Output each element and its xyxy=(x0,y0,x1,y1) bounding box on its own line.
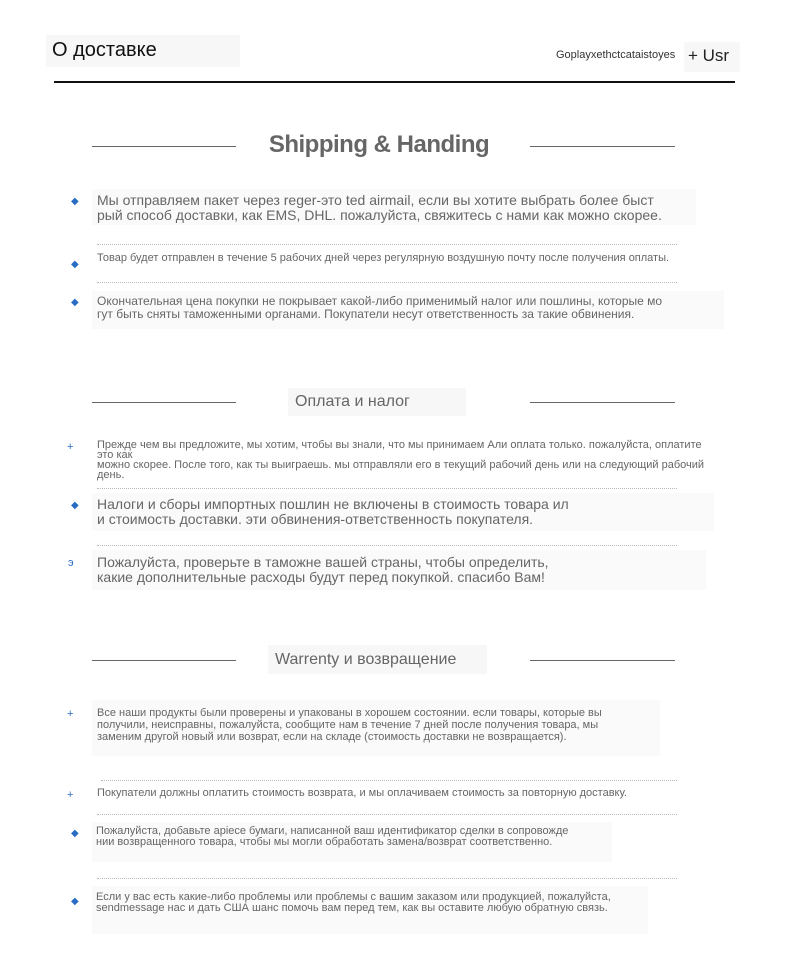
list-item: Товар будет отправлен в течение 5 рабочих дней через регулярную воздушную почту после получения оплаты. xyxy=(97,252,670,264)
list-item: Налоги и сборы импортных пошлин не включены в стоимость товара ил и стоимость доставки. эти обвинения-ответственность покупателя. xyxy=(97,496,569,527)
diamond-icon: ◆ xyxy=(71,896,79,907)
list-item: Окончательная цена покупки не покрывает какой-либо применимый налог или пошлины, которые мо гут быть сняты таможенными органами. Покупатели несут ответственность за такие обвинения. xyxy=(97,294,663,321)
section-divider-right xyxy=(530,402,675,403)
plus-icon: + xyxy=(67,708,74,720)
page-title: О доставке xyxy=(46,35,240,67)
letter-icon: э xyxy=(68,557,74,569)
diamond-icon: ◆ xyxy=(71,828,79,839)
diamond-icon: ◆ xyxy=(71,297,79,308)
list-item: Пожалуйста, добавьте apiece бумаги, написанной ваш идентификатор сделки в сопровожде нии возвращенного товара, чтобы мы могли обработать замена/возврат соответственно. xyxy=(96,825,569,848)
item-divider xyxy=(97,244,677,245)
list-item: Если у вас есть какие-либо проблемы или проблемы с вашим заказом или продукцией, пожалуйста, sendmessage нас и дать США шанс помочь вам перед тем, как вы оставите любую обратную связь. xyxy=(96,891,611,914)
item-divider xyxy=(97,878,677,879)
section-divider-left xyxy=(92,146,236,147)
diamond-icon: ◆ xyxy=(71,259,79,270)
item-divider xyxy=(101,780,677,781)
diamond-icon: ◆ xyxy=(71,196,79,207)
list-item: Пожалуйста, проверьте в таможне вашей страны, чтобы определить, какие дополнительные расходы будут перед покупкой. спасибо Вам! xyxy=(97,554,549,585)
section-divider-left xyxy=(92,660,236,661)
follow-button[interactable]: + Usr xyxy=(684,42,740,72)
list-item: Все наши продукты были проверены и упакованы в хорошем состоянии. если товары, которые вы получили, неисправны, пожалуйста, сообщите нам в течение 7 дней после получения товара, мы заменим другой новый или возврат, если на складе (стоимость доставки не возвращается). xyxy=(97,707,602,743)
list-item: Мы отправляем пакет через reger-это ted airmail, если вы хотите выбрать более быст рый способ доставки, как EMS, DHL. пожалуйста, свяжитесь с нами как можно скорее. xyxy=(97,192,662,223)
plus-icon: + xyxy=(67,441,74,453)
section-title-payment: Оплата и налог xyxy=(288,388,466,416)
section-divider-right xyxy=(530,146,675,147)
diamond-icon: ◆ xyxy=(71,500,79,511)
store-name-link[interactable]: Goplayxethctcataistoyes xyxy=(556,49,676,61)
plus-icon: + xyxy=(67,789,74,801)
section-divider-left xyxy=(92,402,236,403)
item-divider xyxy=(97,814,677,815)
item-divider xyxy=(97,488,677,489)
list-item: Покупатели должны оплатить стоимость возврата, и мы оплачиваем стоимость за повторную доставку. xyxy=(97,787,627,799)
section-title-shipping: Shipping & Handing xyxy=(268,131,490,158)
header-divider xyxy=(54,81,735,83)
item-divider xyxy=(97,282,677,283)
list-item: Прежде чем вы предложите, мы хотим, чтобы вы знали, что мы принимаем Али оплата только. пожалуйста, оплатите это как можно скорее. После того, как ты выиграешь. мы отправляли его в текущий рабочий день или на следующий рабочий день. xyxy=(97,439,705,481)
section-divider-right xyxy=(530,660,675,661)
item-divider xyxy=(97,545,677,546)
section-title-warranty: Warrenty и возвращение xyxy=(268,645,487,674)
